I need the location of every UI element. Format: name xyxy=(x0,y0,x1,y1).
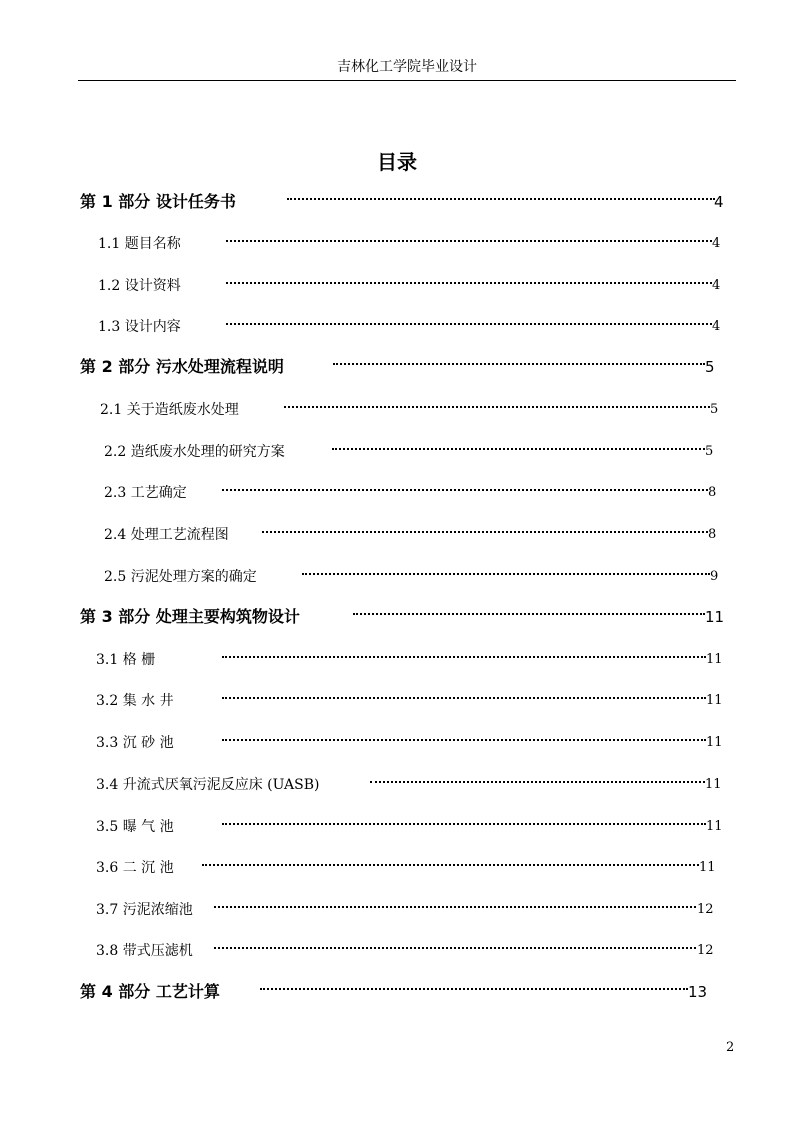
page-header: 吉林化工学院毕业设计 xyxy=(78,56,736,81)
toc-item-page: 11 xyxy=(705,608,725,626)
toc-item[interactable] xyxy=(0,773,794,797)
toc-leader xyxy=(222,697,706,703)
toc-item[interactable] xyxy=(0,731,794,755)
toc-item-label: 第 2 部分 污水处理流程说明 xyxy=(80,357,284,376)
toc-item-label: 3.3 沉 砂 池 xyxy=(96,735,174,751)
toc-item-label: 3.8 带式压滤机 xyxy=(96,943,193,959)
toc-item-page: 4 xyxy=(712,236,721,251)
toc-item[interactable] xyxy=(0,315,794,339)
toc-leader xyxy=(332,448,705,454)
toc-item-page: 11 xyxy=(705,777,722,792)
toc-item[interactable] xyxy=(0,398,794,422)
toc-item-label: 3.4 升流式厌氧污泥反应床 (UASB) xyxy=(96,777,320,793)
toc-item[interactable] xyxy=(0,898,794,922)
toc-item-label: 1.3 设计内容 xyxy=(98,319,181,335)
toc-item-label: 3.6 二 沉 池 xyxy=(96,860,174,876)
toc-leader xyxy=(353,613,705,619)
toc-item-label: 3.5 曝 气 池 xyxy=(96,819,174,835)
toc-leader xyxy=(262,531,708,537)
toc-leader xyxy=(287,198,715,204)
toc-item-label: 第 4 部分 工艺计算 xyxy=(80,982,220,1001)
toc-item-page: 13 xyxy=(688,983,708,1001)
toc-item-page: 8 xyxy=(708,485,717,500)
toc-leader xyxy=(226,282,712,288)
toc-item[interactable] xyxy=(0,523,794,547)
toc-item-page: 12 xyxy=(697,943,714,958)
toc-leader xyxy=(214,947,696,953)
toc-leader xyxy=(222,489,708,495)
toc-leader xyxy=(202,864,699,870)
toc-leader xyxy=(222,739,706,745)
toc-item[interactable] xyxy=(0,274,794,298)
toc-item-label: 3.7 污泥浓缩池 xyxy=(96,902,193,918)
toc-item[interactable] xyxy=(0,939,794,963)
toc-item-page: 8 xyxy=(708,527,717,542)
toc-item-label: 第 1 部分 设计任务书 xyxy=(80,192,236,211)
toc-item[interactable] xyxy=(0,689,794,713)
toc-item-page: 12 xyxy=(697,902,714,917)
toc-leader xyxy=(333,363,705,369)
toc-item[interactable] xyxy=(0,190,794,214)
toc-item-label: 3.2 集 水 井 xyxy=(96,693,174,709)
toc-item[interactable] xyxy=(0,481,794,505)
toc-item[interactable] xyxy=(0,232,794,256)
toc-item-page: 4 xyxy=(714,193,724,211)
toc-item-page: 11 xyxy=(706,735,723,750)
toc-leader xyxy=(222,823,706,829)
toc-item-label: 2.5 污泥处理方案的确定 xyxy=(104,569,257,585)
toc-item[interactable] xyxy=(0,605,794,629)
toc-item-label: 2.3 工艺确定 xyxy=(104,485,187,501)
toc-item-label: 3.1 格 栅 xyxy=(96,652,156,668)
toc-item-page: 4 xyxy=(712,319,721,334)
toc-item-label: 1.2 设计资料 xyxy=(98,278,181,294)
toc-item[interactable] xyxy=(0,565,794,589)
page-title: 目录 xyxy=(377,150,417,174)
toc-leader xyxy=(222,656,706,662)
toc-leader xyxy=(370,781,705,787)
toc-item-page: 11 xyxy=(706,652,723,667)
toc-leader xyxy=(226,240,712,246)
toc-item-label: 2.2 造纸废水处理的研究方案 xyxy=(104,444,285,460)
toc-item-label: 2.4 处理工艺流程图 xyxy=(104,527,229,543)
toc-item-page: 11 xyxy=(699,860,716,875)
toc-item-page: 4 xyxy=(712,278,721,293)
toc-leader xyxy=(302,573,710,579)
toc-item[interactable] xyxy=(0,815,794,839)
toc-leader xyxy=(284,406,710,412)
toc-leader xyxy=(214,906,696,912)
toc-item[interactable] xyxy=(0,355,794,379)
toc-item[interactable] xyxy=(0,440,794,464)
toc-item-page: 5 xyxy=(705,358,715,376)
toc-item-page: 11 xyxy=(706,693,723,708)
page-number: 2 xyxy=(726,1040,735,1055)
toc-item-label: 第 3 部分 处理主要构筑物设计 xyxy=(80,607,300,626)
toc-item[interactable] xyxy=(0,856,794,880)
toc-leader xyxy=(260,988,688,994)
toc-item-page: 11 xyxy=(706,819,723,834)
toc-item[interactable] xyxy=(0,648,794,672)
toc-item-page: 5 xyxy=(710,402,719,417)
toc-item-label: 2.1 关于造纸废水处理 xyxy=(100,402,239,418)
toc-item-label: 1.1 题目名称 xyxy=(98,236,181,252)
toc-item-page: 9 xyxy=(710,569,719,584)
toc-item[interactable] xyxy=(0,980,794,1004)
toc-item-page: 5 xyxy=(705,444,714,459)
toc-leader xyxy=(226,323,712,329)
